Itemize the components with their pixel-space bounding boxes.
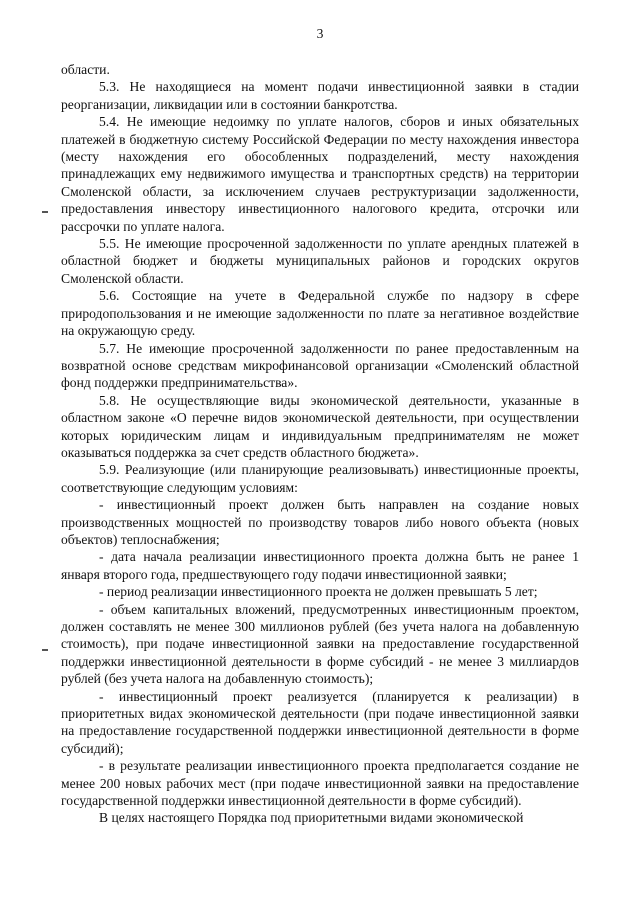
list-item: - период реализации инвестиционного проекта не должен превышать 5 лет; [99,584,538,600]
paragraph: 5.8. Не осуществляющие виды экономической деятельности, указанные в областном законе «О перечне видов экономической деятельности, при осуществлении которых юридическим лицам и индивидуальным предпринимателям не может оказываться поддержка за счет средств областного бюджета». [61,392,579,460]
list-item: - в результате реализации инвестиционного проекта предполагается создание не менее 200 новых рабочих мест (при подаче инвестиционной заявки на предоставление государственной поддержки инвестиционной деятельности в форме субсидий). [61,758,579,809]
paragraph: 5.3. Не находящиеся на момент подачи инвестиционной заявки в стадии реорганизации, ликвидации или в состоянии банкротства. [61,79,579,112]
paragraph: 5.7. Не имеющие просроченной задолженности по ранее предоставленным на возвратной основе средствам микрофинансовой организации «Смоленский областной фонд поддержки предпринимательства». [61,340,579,391]
margin-mark [42,211,48,213]
document-body [61,61,579,827]
paragraph: 5.9. Реализующие (или планирующие реализовывать) инвестиционные проекты, соответствующие следующим условиям: [61,462,579,495]
list-item: - инвестиционный проект должен быть направлен на создание новых производственных мощностей по производству товаров либо нового объекта (новых объектов) теплоснабжения; [61,497,579,547]
page-number: 3 [316,26,324,41]
paragraph: 5.6. Состоящие на учете в Федеральной службе по надзору в сфере природопользования и не имеющие задолженности по плате за негативное воздействие на окружающую среду. [61,288,579,339]
paragraph: 5.4. Не имеющие недоимку по уплате налогов, сборов и иных обязательных платежей в бюджетную систему Российской Федерации по месту нахождения инвестора (месту нахождения его обособленных подразделений, месту нахождения принадлежащих ему недвижимого имущества и транспортных средств) на территории Смоленской области, за исключением случаев реструктуризации задолженности, предоставления инвестору инвестиционного налогового кредита, отсрочки или рассрочки по уплате налога. [61,114,579,234]
paragraph: 5.5. Не имеющие просроченной задолженности по уплате арендных платежей в областной бюджет и бюджеты муниципальных районов и городских округов Смоленской области. [61,236,579,286]
list-item: - объем капитальных вложений, предусмотренных инвестиционным проектом, должен составлять не менее 300 миллионов рублей (без учета налога на добавленную стоимость), при подаче инвестиционной заявки на предоставление государственной поддержки инвестиционной деятельности в форме субсидий - не менее 3 миллиардов рублей (без учета налога на добавленную стоимость); [61,601,579,687]
paragraph: В целях настоящего Порядка под приоритетными видами экономической [99,810,524,826]
margin-mark [42,649,48,651]
list-item: - дата начала реализации инвестиционного проекта должна быть не ранее 1 января второго года, предшествующего году подачи инвестиционной заявки; [61,549,579,582]
list-item: - инвестиционный проект реализуется (планируется к реализации) в приоритетных видах экономической деятельности (при подаче инвестиционной заявки на предоставление государственной поддержки инвестиционной деятельности в форме субсидий); [61,688,579,756]
paragraph: области. [61,62,110,77]
